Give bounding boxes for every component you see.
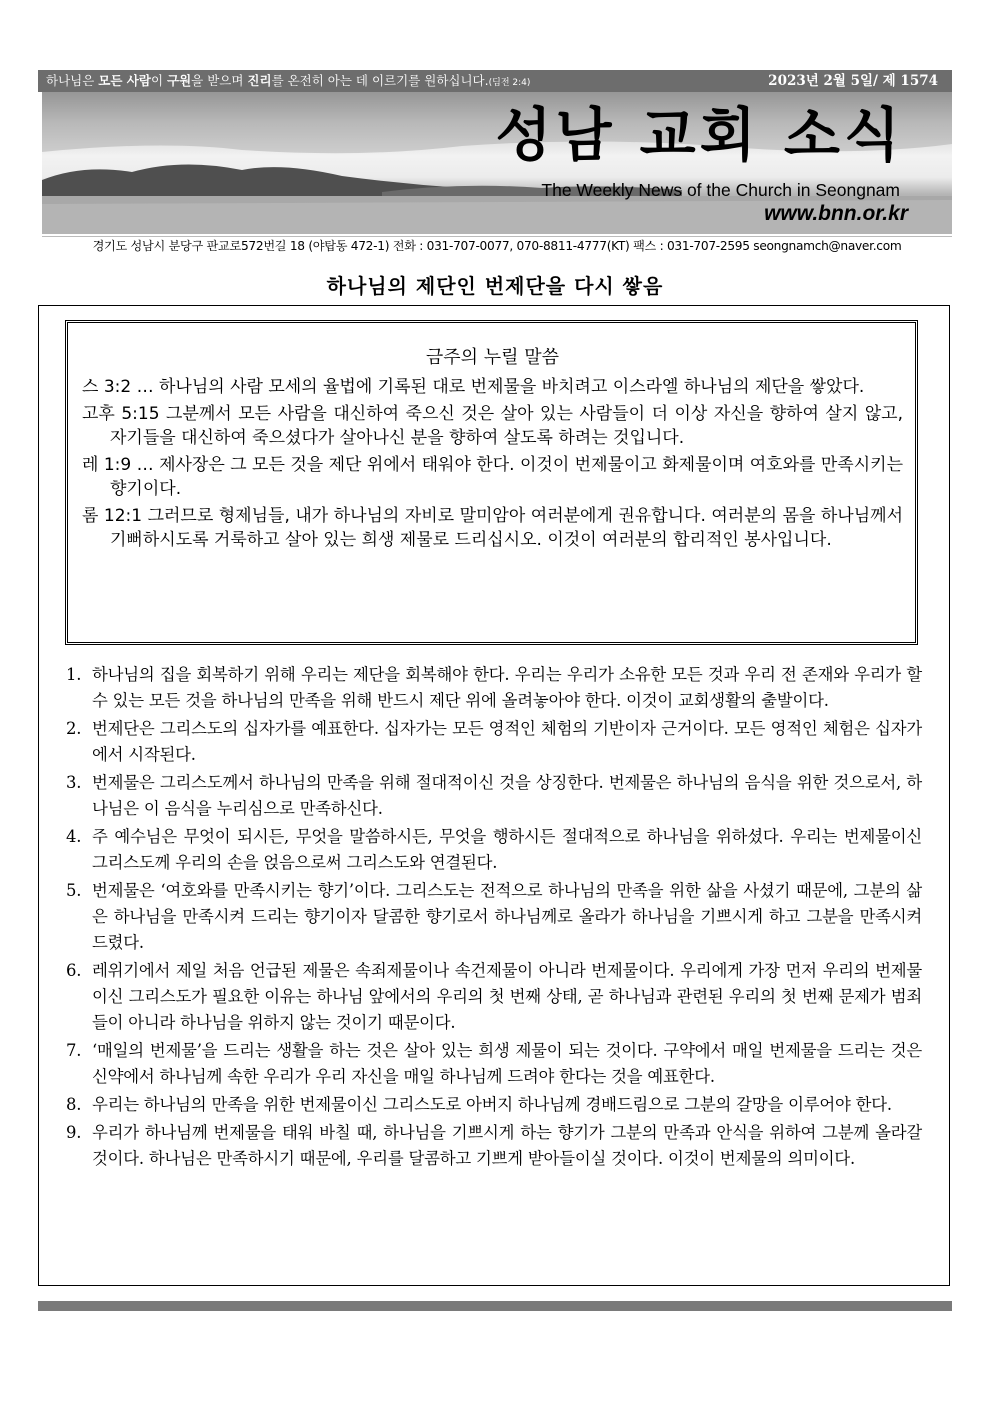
- newsletter-subtitle: The Weekly News of the Church in Seongnam: [541, 180, 900, 200]
- verse-box-title: 금주의 누릴 말씀: [425, 347, 560, 368]
- point-text: 우리가 하나님께 번제물을 태워 바칠 때, 하나님을 기쁘시게 하는 향기가 그분의 만족과 안식을 위하여 그분께 올라갈 것이다. 하나님은 만족하시기 때문에, 우리를 달콤하고 기쁘게 받아들이실 것이다. 이것이 번제물의 의미이다.: [92, 1123, 922, 1168]
- motto-emphasis: 구원: [167, 73, 192, 88]
- issue-date: 2023년 2월 5일/ 제 1574: [768, 73, 938, 89]
- point-number: 4.: [66, 827, 82, 846]
- point-item: [66, 958, 922, 1036]
- point-text: 우리는 하나님의 만족을 위한 번제물이신 그리스도로 아버지 하나님께 경배드림으로 그분의 갈망을 이루어야 한다.: [92, 1095, 892, 1114]
- verse-item: 롬 12:1 그러므로 형제님들, 내가 하나님의 자비로 말미암아 여러분에게 권유합니다. 여러분의 몸을 하나님께서 기뻐하시도록 거룩하고 살아 있는 희생 제물로 드리십시오. 이것이 여러분의 합리적인 봉사입니다.: [82, 506, 903, 550]
- motto: [46, 70, 530, 92]
- message-headline: 하나님의 제단인 번제단을 다시 쌓음: [326, 274, 664, 298]
- point-text: 번제물은 ‘여호와를 만족시키는 향기’이다. 그리스도는 전적으로 하나님의 만족을 위한 삶을 사셨기 때문에, 그분의 삶은 하나님을 만족시켜 드리는 향기이자 달콤한 향기로서 하나님께로 올라가 하나님을 기쁘시게 하고 그분을 만족시켜 드렸다.: [92, 881, 922, 952]
- point-item: [66, 1092, 922, 1118]
- point-text: 번제물은 그리스도께서 하나님의 만족을 위해 절대적이신 것을 상징한다. 번제물은 하나님의 음식을 위한 것으로서, 하나님은 이 음식을 누리심으로 만족하신다.: [92, 773, 922, 818]
- point-item: [66, 1038, 922, 1090]
- verse-item: 레 1:9 … 제사장은 그 모든 것을 제단 위에서 태워야 한다. 이것이 번제물이고 화제물이며 여호와를 만족시키는 향기이다.: [82, 455, 903, 499]
- point-number: 6.: [66, 961, 82, 980]
- point-item: [66, 716, 922, 768]
- point-number: 7.: [66, 1041, 82, 1060]
- point-number: 8.: [66, 1095, 82, 1114]
- verse-box: [65, 320, 918, 645]
- verse-item: 고후 5:15 그분께서 모든 사람을 대신하여 죽으신 것은 살아 있는 사람들이 더 이상 자신을 향하여 살지 않고, 자기들을 대신하여 죽으셨다가 살아나신 분을 향하여 살도록 하려는 것입니다.: [82, 404, 903, 448]
- motto-reference: (딤전 2:4): [488, 78, 531, 88]
- motto-text: 을 받으며: [191, 73, 248, 88]
- point-item: [66, 824, 922, 876]
- point-number: 2.: [66, 719, 82, 738]
- message-points: [66, 662, 922, 1174]
- church-address: 경기도 성남시 분당구 판교로572번길 18 (야탑동 472-1) 전화 : 031-707-0077, 070-8811-4777(KT) 팩스 : 031-707-2595 seongnamch@naver.com: [42, 236, 952, 254]
- newsletter-title: 성남 교회 소식: [495, 101, 904, 169]
- motto-emphasis: 모든 사람: [98, 73, 151, 88]
- masthead-banner: [42, 92, 952, 234]
- motto-emphasis: 진리: [247, 73, 272, 88]
- point-item: [66, 662, 922, 714]
- point-number: 3.: [66, 773, 82, 792]
- point-text: 레위기에서 제일 처음 언급된 제물은 속죄제물이나 속건제물이 아니라 번제물이다. 우리에게 가장 먼저 우리의 번제물이신 그리스도가 필요한 이유는 하나님 앞에서의 우리의 첫 번째 상태, 곧 하나님과 관련된 우리의 첫 번째 문제가 범죄들이 아니라 하나님을 위하지 않는 것이기 때문이다.: [92, 961, 922, 1032]
- footer-divider: [38, 1301, 952, 1311]
- point-number: 1.: [66, 665, 82, 684]
- point-item: [66, 878, 922, 956]
- point-text: 주 예수님은 무엇이 되시든, 무엇을 말씀하시든, 무엇을 행하시든 절대적으로 하나님을 위하셨다. 우리는 번제물이신 그리스도께 우리의 손을 얹음으로써 그리스도와 연결된다.: [92, 827, 922, 872]
- point-number: 9.: [66, 1123, 82, 1142]
- point-item: [66, 770, 922, 822]
- point-text: ‘매일의 번제물’을 드리는 생활을 하는 것은 살아 있는 희생 제물이 되는 것이다. 구약에서 매일 번제물을 드리는 것은 신약에서 하나님께 속한 우리가 우리 자신을 매일 하나님께 드려야 한다는 것을 예표한다.: [92, 1041, 922, 1086]
- point-number: 5.: [66, 881, 82, 900]
- motto-text: 하나님은: [46, 73, 99, 88]
- verse-item: 스 3:2 … 하나님의 사람 모세의 율법에 기록된 대로 번제물을 바치려고 이스라엘 하나님의 제단을 쌓았다.: [82, 377, 865, 397]
- point-text: 번제단은 그리스도의 십자가를 예표한다. 십자가는 모든 영적인 체험의 기반이자 근거이다. 모든 영적인 체험은 십자가에서 시작된다.: [92, 719, 922, 764]
- motto-text: 이: [150, 73, 167, 88]
- top-bar: [38, 70, 952, 92]
- website-link[interactable]: www.bnn.or.kr: [764, 202, 908, 225]
- point-text: 하나님의 집을 회복하기 위해 우리는 제단을 회복해야 한다. 우리는 우리가 소유한 모든 것과 우리 전 존재와 우리가 할 수 있는 모든 것을 하나님의 만족을 위해 반드시 제단 위에 올려놓아야 한다. 이것이 교회생활의 출발이다.: [92, 665, 922, 710]
- motto-text: 를 온전히 아는 데 이르기를 원하십니다.: [271, 73, 489, 88]
- point-item: [66, 1120, 922, 1172]
